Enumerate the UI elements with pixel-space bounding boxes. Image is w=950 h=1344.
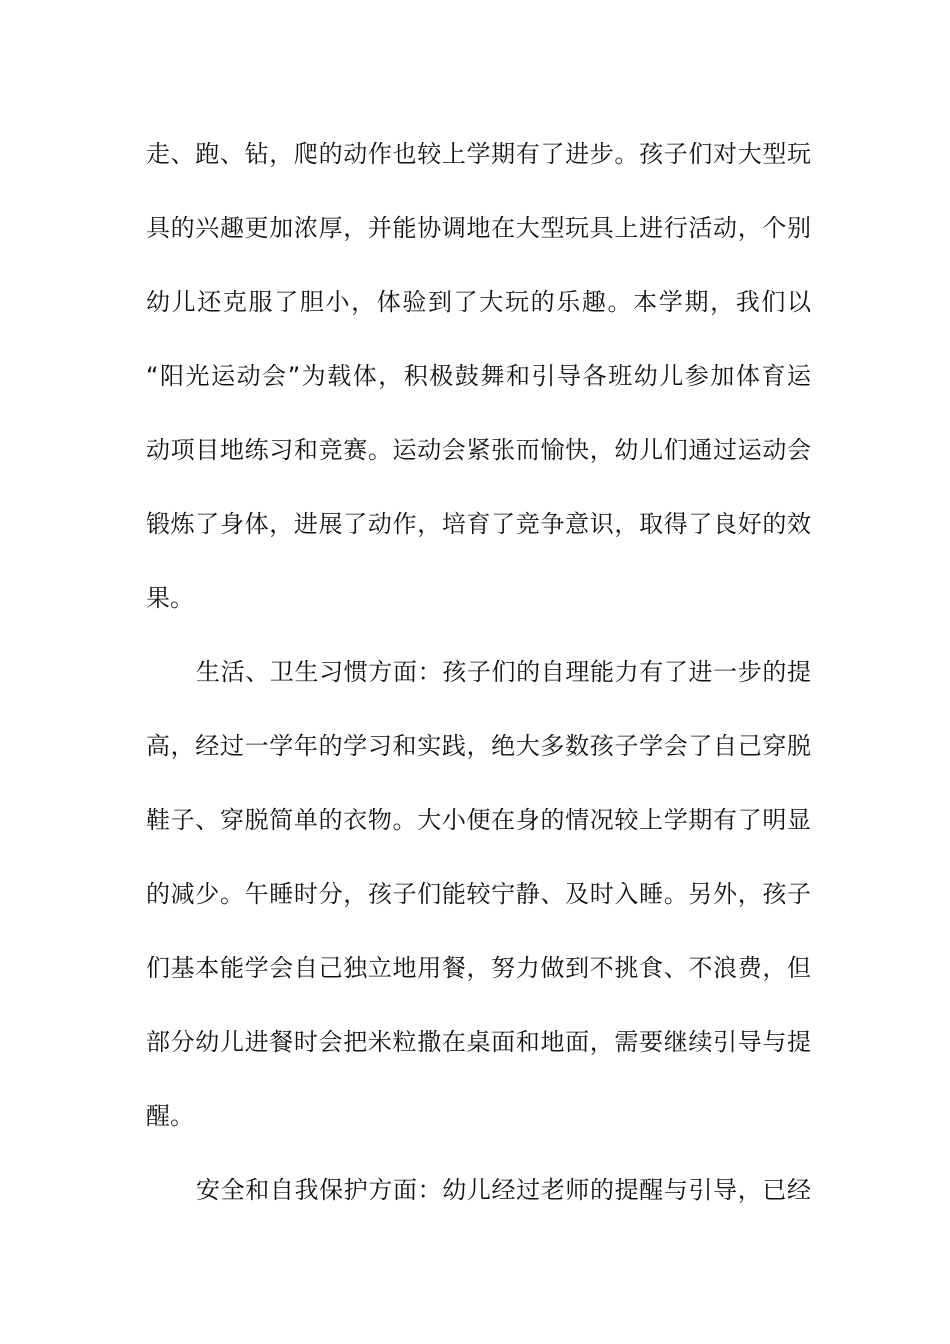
text-line: 高，经过一学年的学习和实践，绝大多数孩子学会了自己穿脱 bbox=[146, 732, 811, 760]
text-line: 锻炼了身体，进展了动作，培育了竞争意识，取得了良好的效 bbox=[146, 510, 811, 538]
text-line: 醒。 bbox=[146, 1102, 194, 1130]
text-line: 鞋子、穿脱简单的衣物。大小便在身的情况较上学期有了明显 bbox=[146, 806, 811, 834]
text-line: 具的兴趣更加浓厚，并能协调地在大型玩具上进行活动，个别 bbox=[146, 214, 811, 242]
text-line: 果。 bbox=[146, 584, 194, 612]
text-line: 部分幼儿进餐时会把米粒撒在桌面和地面，需要继续引导与提 bbox=[146, 1028, 811, 1056]
paragraph-first-line: 安全和自我保护方面：幼儿经过老师的提醒与引导，已经 bbox=[196, 1176, 811, 1204]
text-line: 们基本能学会自己独立地用餐，努力做到不挑食、不浪费，但 bbox=[146, 954, 811, 982]
text-line: 走、跑、钻，爬的动作也较上学期有了进步。孩子们对大型玩 bbox=[146, 140, 811, 168]
text-line: “阳光运动会”为载体，积极鼓舞和引导各班幼儿参加体育运 bbox=[146, 362, 811, 390]
paragraph-first-line: 生活、卫生习惯方面：孩子们的自理能力有了进一步的提 bbox=[196, 658, 811, 686]
text-line: 幼儿还克服了胆小，体验到了大玩的乐趣。本学期，我们以 bbox=[146, 288, 811, 316]
text-line: 动项目地练习和竞赛。运动会紧张而愉快，幼儿们通过运动会 bbox=[146, 436, 811, 464]
text-line: 的减少。午睡时分，孩子们能较宁静、及时入睡。另外，孩子 bbox=[146, 880, 811, 908]
